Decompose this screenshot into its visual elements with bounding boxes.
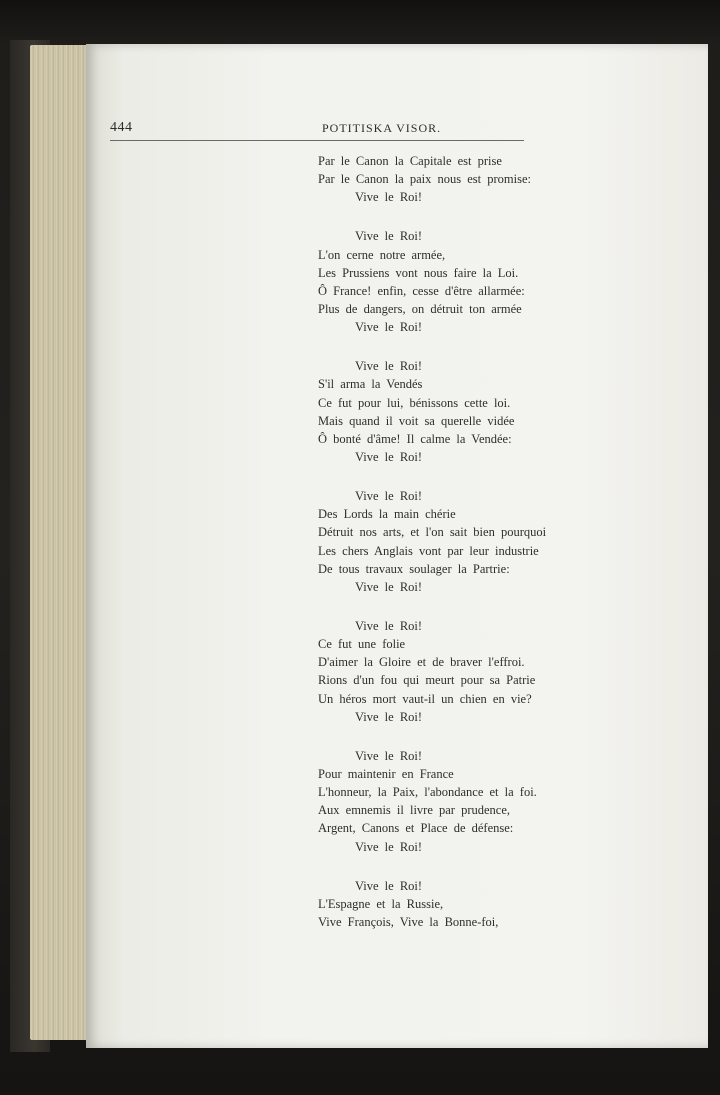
verse-line: Pour maintenir en France [318, 766, 454, 781]
running-title: POTITISKA VISOR. [322, 121, 442, 135]
stanza [318, 747, 578, 856]
verse-line: Par le Canon la paix nous est promise: [318, 172, 531, 187]
refrain-line: Vive le Roi! [355, 489, 423, 504]
verse-line: L'honneur, la Paix, l'abondance et la foi. [318, 785, 537, 800]
verse-line: Un héros mort vaut-il un chien en vie? [318, 691, 532, 706]
verse-line: Rions d'un fou qui meurt pour sa Patrie [318, 673, 536, 688]
verse-line: L'on cerne notre armée, [318, 247, 446, 262]
stanza-gap [318, 206, 578, 227]
stanza [318, 877, 578, 931]
verse-line: Ô France! enfin, cesse d'être allarmée: [318, 283, 525, 298]
refrain-line: Vive le Roi! [355, 579, 423, 594]
refrain-line: Vive le Roi! [355, 878, 423, 893]
verse-line: Plus de dangers, on détruit ton armée [318, 301, 522, 316]
verse-line: Les chers Anglais vont par leur industrie [318, 543, 539, 558]
verse-line: Argent, Canons et Place de défense: [318, 821, 514, 836]
stanza-gap [318, 336, 578, 357]
stanza [318, 487, 578, 596]
verse-line: D'aimer la Gloire et de braver l'effroi. [318, 655, 525, 670]
refrain-line: Vive le Roi! [355, 748, 423, 763]
stanza [318, 357, 578, 466]
refrain-line: Vive le Roi! [355, 449, 423, 464]
refrain-line: Vive le Roi! [355, 709, 423, 724]
verse-line: Mais quand il voit sa querelle vidée [318, 413, 515, 428]
verse-line: L'Espagne et la Russie, [318, 896, 444, 911]
verse-line: Ce fut une folie [318, 637, 406, 652]
stanza [318, 617, 578, 726]
verse-line: Vive François, Vive la Bonne-foi, [318, 914, 499, 929]
verse-line: Des Lords la main chérie [318, 507, 456, 522]
refrain-line: Vive le Roi! [355, 359, 423, 374]
stanza-gap [318, 856, 578, 877]
refrain-line: Vive le Roi! [355, 618, 423, 633]
verse-line: Les Prussiens vont nous faire la Loi. [318, 265, 519, 280]
verse-line: Aux emnemis il livre par prudence, [318, 803, 511, 818]
stanza [318, 227, 578, 336]
refrain-line: Vive le Roi! [355, 229, 423, 244]
page-number: 444 [110, 120, 133, 135]
verse-line: De tous travaux soulager la Partrie: [318, 561, 510, 576]
refrain-line: Vive le Roi! [355, 839, 423, 854]
poem-text [318, 152, 578, 931]
verse-line: Ô bonté d'âme! Il calme la Vendée: [318, 431, 512, 446]
page-header [110, 118, 524, 141]
verse-line: Ce fut pour lui, bénissons cette loi. [318, 395, 511, 410]
verse-line: S'il arma la Vendés [318, 377, 423, 392]
verse-line: Par le Canon la Capitale est prise [318, 154, 502, 168]
stanza-gap [318, 726, 578, 747]
stanza-gap [318, 466, 578, 487]
refrain-line: Vive le Roi! [355, 190, 423, 205]
refrain-line: Vive le Roi! [355, 320, 423, 335]
verse-line: Détruit nos arts, et l'on sait bien pourquoi [318, 525, 547, 540]
stanza-gap [318, 596, 578, 617]
stanza [318, 152, 578, 206]
